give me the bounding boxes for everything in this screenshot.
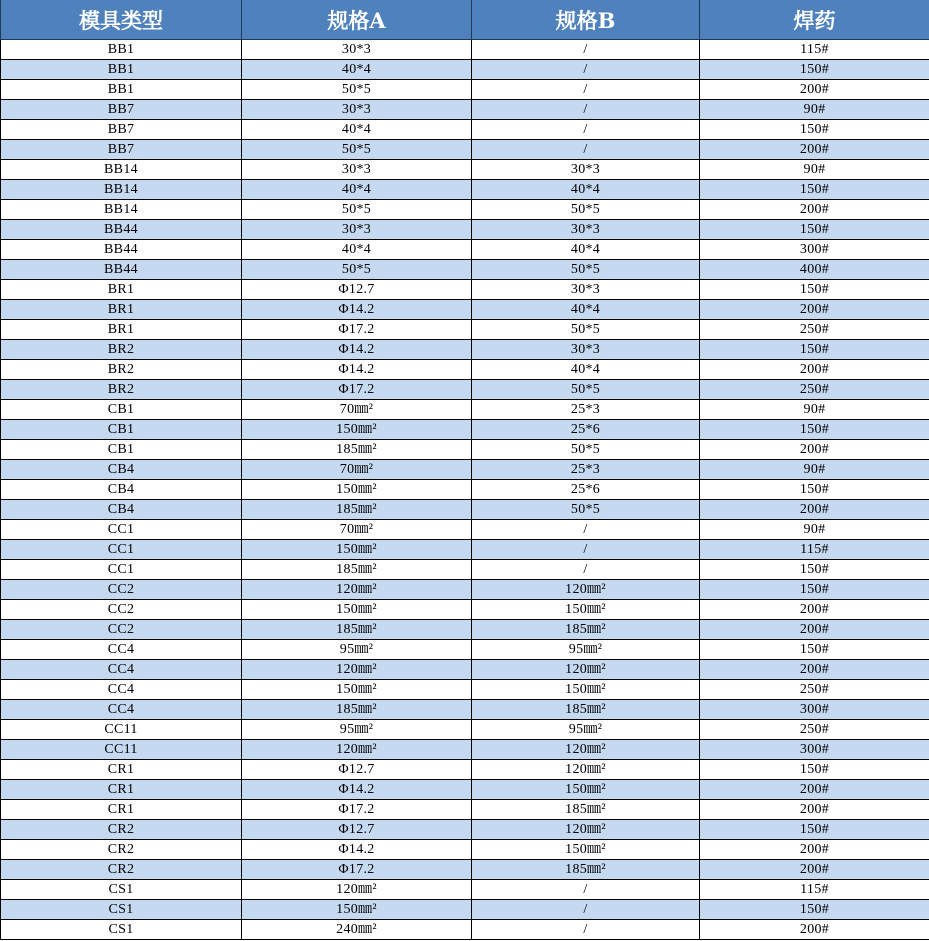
table-row [1,400,929,420]
cell-spec-b: / [472,100,700,120]
cell-mold-type: BB7 [1,140,242,160]
cell-spec-a: 40*4 [242,60,472,80]
cell-spec-b: 50*5 [472,260,700,280]
cell-flux: 250# [700,380,929,400]
cell-spec-b: 120㎜² [472,820,700,840]
cell-mold-type: CC4 [1,680,242,700]
cell-spec-b: 30*3 [472,340,700,360]
cell-spec-a: 95㎜² [242,640,472,660]
cell-spec-b: 30*3 [472,280,700,300]
cell-flux: 200# [700,300,929,320]
cell-flux: 115# [700,880,929,900]
cell-spec-a: 70㎜² [242,520,472,540]
cell-flux: 150# [700,280,929,300]
table-row [1,60,929,80]
cell-mold-type: CR2 [1,820,242,840]
cell-spec-a: 50*5 [242,140,472,160]
cell-spec-a: Φ17.2 [242,320,472,340]
cell-spec-b: 25*6 [472,480,700,500]
cell-spec-b: 40*4 [472,300,700,320]
cell-flux: 200# [700,800,929,820]
cell-spec-a: Φ17.2 [242,860,472,880]
cell-spec-a: Φ12.7 [242,820,472,840]
table-row [1,700,929,720]
cell-spec-b: 50*5 [472,500,700,520]
table-row [1,180,929,200]
cell-flux: 115# [700,540,929,560]
cell-mold-type: CC4 [1,660,242,680]
cell-flux: 90# [700,400,929,420]
cell-flux: 150# [700,60,929,80]
table-row [1,40,929,60]
cell-mold-type: BB14 [1,160,242,180]
cell-spec-a: 150㎜² [242,540,472,560]
cell-mold-type: BB1 [1,60,242,80]
cell-spec-b: 185㎜² [472,700,700,720]
cell-spec-b: 95㎜² [472,640,700,660]
table-row [1,360,929,380]
cell-mold-type: CB1 [1,440,242,460]
cell-spec-a: 50*5 [242,200,472,220]
table-body [1,40,929,940]
cell-spec-b: / [472,900,700,920]
cell-spec-b: 50*5 [472,440,700,460]
cell-mold-type: CS1 [1,920,242,940]
table-row [1,720,929,740]
cell-spec-a: Φ14.2 [242,360,472,380]
cell-mold-type: BR2 [1,340,242,360]
table-row [1,780,929,800]
table-row [1,440,929,460]
cell-flux: 150# [700,340,929,360]
cell-mold-type: CR1 [1,800,242,820]
cell-mold-type: BR1 [1,300,242,320]
cell-flux: 300# [700,740,929,760]
cell-mold-type: CC11 [1,740,242,760]
cell-flux: 90# [700,520,929,540]
cell-spec-a: 30*3 [242,160,472,180]
table-row [1,460,929,480]
cell-flux: 150# [700,560,929,580]
cell-flux: 150# [700,220,929,240]
cell-spec-a: 150㎜² [242,680,472,700]
cell-flux: 150# [700,580,929,600]
cell-flux: 150# [700,420,929,440]
cell-spec-a: 70㎜² [242,460,472,480]
cell-spec-b: 120㎜² [472,580,700,600]
cell-spec-a: 185㎜² [242,700,472,720]
cell-mold-type: CC1 [1,540,242,560]
cell-spec-a: 30*3 [242,100,472,120]
table-row [1,680,929,700]
cell-mold-type: BR1 [1,320,242,340]
cell-spec-b: 150㎜² [472,680,700,700]
cell-spec-b: / [472,880,700,900]
cell-spec-b: 95㎜² [472,720,700,740]
header-spec-a: 规格A [242,0,472,40]
cell-spec-b: 185㎜² [472,860,700,880]
cell-mold-type: CC2 [1,580,242,600]
cell-flux: 300# [700,240,929,260]
cell-flux: 150# [700,760,929,780]
cell-mold-type: CC1 [1,520,242,540]
table-row [1,520,929,540]
cell-flux: 90# [700,100,929,120]
table-row [1,240,929,260]
cell-flux: 400# [700,260,929,280]
cell-spec-b: 25*3 [472,400,700,420]
cell-spec-a: 30*3 [242,40,472,60]
cell-flux: 250# [700,720,929,740]
cell-spec-a: 120㎜² [242,740,472,760]
cell-spec-a: Φ12.7 [242,280,472,300]
cell-mold-type: CR2 [1,840,242,860]
cell-spec-b: 120㎜² [472,740,700,760]
cell-flux: 200# [700,80,929,100]
cell-flux: 150# [700,120,929,140]
cell-mold-type: CR1 [1,780,242,800]
table-row [1,600,929,620]
cell-spec-b: / [472,520,700,540]
cell-mold-type: BB14 [1,180,242,200]
cell-flux: 200# [700,840,929,860]
table-row [1,500,929,520]
cell-spec-b: 185㎜² [472,620,700,640]
cell-flux: 150# [700,640,929,660]
table-row [1,280,929,300]
table-row [1,880,929,900]
cell-spec-b: 50*5 [472,200,700,220]
cell-flux: 200# [700,140,929,160]
cell-mold-type: BB7 [1,120,242,140]
cell-flux: 150# [700,180,929,200]
cell-flux: 150# [700,480,929,500]
cell-mold-type: CC4 [1,700,242,720]
cell-spec-b: 120㎜² [472,660,700,680]
table-row [1,560,929,580]
cell-spec-a: 30*3 [242,220,472,240]
cell-spec-a: 150㎜² [242,900,472,920]
table-row [1,320,929,340]
table-header [1,0,929,40]
cell-spec-b: 150㎜² [472,840,700,860]
cell-spec-a: Φ17.2 [242,800,472,820]
cell-flux: 250# [700,320,929,340]
table-row [1,380,929,400]
table-row [1,420,929,440]
cell-spec-a: Φ12.7 [242,760,472,780]
cell-flux: 115# [700,40,929,60]
table-row [1,480,929,500]
table-row [1,900,929,920]
header-spec-b: 规格B [472,0,700,40]
cell-spec-b: 185㎜² [472,800,700,820]
cell-spec-b: / [472,540,700,560]
cell-mold-type: BR2 [1,380,242,400]
cell-spec-b: / [472,80,700,100]
table-row [1,220,929,240]
cell-flux: 200# [700,600,929,620]
cell-mold-type: BB14 [1,200,242,220]
cell-flux: 200# [700,360,929,380]
cell-spec-b: 50*5 [472,380,700,400]
cell-spec-b: 40*4 [472,180,700,200]
cell-flux: 150# [700,900,929,920]
table-row [1,100,929,120]
cell-spec-a: 40*4 [242,120,472,140]
cell-flux: 200# [700,920,929,940]
cell-spec-b: 150㎜² [472,780,700,800]
header-flux: 焊药 [700,0,929,40]
cell-mold-type: CS1 [1,880,242,900]
table-row [1,860,929,880]
cell-mold-type: CC2 [1,620,242,640]
cell-spec-b: / [472,920,700,940]
table-row [1,540,929,560]
table-row [1,800,929,820]
table-row [1,300,929,320]
cell-spec-b: 30*3 [472,220,700,240]
cell-spec-a: 240㎜² [242,920,472,940]
cell-spec-b: 150㎜² [472,600,700,620]
cell-mold-type: CS1 [1,900,242,920]
cell-spec-a: 120㎜² [242,660,472,680]
cell-spec-a: 50*5 [242,80,472,100]
cell-mold-type: CR1 [1,760,242,780]
cell-spec-a: Φ14.2 [242,840,472,860]
cell-flux: 200# [700,660,929,680]
cell-spec-b: / [472,120,700,140]
cell-spec-b: 50*5 [472,320,700,340]
table-row [1,740,929,760]
table-row [1,120,929,140]
table-row [1,160,929,180]
cell-spec-a: Φ14.2 [242,340,472,360]
table-row [1,260,929,280]
cell-mold-type: BB44 [1,240,242,260]
cell-flux: 150# [700,820,929,840]
cell-spec-b: 120㎜² [472,760,700,780]
cell-mold-type: CB4 [1,460,242,480]
table-row [1,80,929,100]
table-row [1,640,929,660]
cell-mold-type: CB4 [1,500,242,520]
cell-mold-type: BR1 [1,280,242,300]
cell-spec-a: 185㎜² [242,440,472,460]
cell-spec-b: 40*4 [472,360,700,380]
cell-flux: 200# [700,440,929,460]
cell-spec-a: 95㎜² [242,720,472,740]
cell-mold-type: CB1 [1,420,242,440]
cell-spec-b: 25*3 [472,460,700,480]
cell-mold-type: CC11 [1,720,242,740]
header-mold-type: 模具类型 [1,0,242,40]
cell-spec-a: 40*4 [242,240,472,260]
cell-spec-a: Φ14.2 [242,300,472,320]
cell-mold-type: BB7 [1,100,242,120]
cell-flux: 200# [700,860,929,880]
cell-spec-a: 150㎜² [242,420,472,440]
header-row [1,0,929,40]
cell-mold-type: CC2 [1,600,242,620]
cell-flux: 300# [700,700,929,720]
cell-spec-b: 25*6 [472,420,700,440]
cell-spec-b: 30*3 [472,160,700,180]
table-row [1,920,929,940]
cell-mold-type: CC4 [1,640,242,660]
table-row [1,340,929,360]
cell-spec-b: / [472,60,700,80]
cell-spec-a: 150㎜² [242,480,472,500]
table-row [1,660,929,680]
cell-spec-a: Φ17.2 [242,380,472,400]
table-row [1,620,929,640]
cell-mold-type: BB1 [1,40,242,60]
cell-spec-a: 185㎜² [242,620,472,640]
cell-mold-type: BB1 [1,80,242,100]
cell-spec-b: / [472,40,700,60]
cell-flux: 200# [700,500,929,520]
cell-mold-type: CC1 [1,560,242,580]
table-row [1,760,929,780]
cell-mold-type: CR2 [1,860,242,880]
table-row [1,820,929,840]
cell-flux: 200# [700,620,929,640]
cell-flux: 200# [700,200,929,220]
cell-spec-b: / [472,140,700,160]
table-row [1,140,929,160]
cell-spec-a: 40*4 [242,180,472,200]
cell-flux: 250# [700,680,929,700]
cell-spec-b: / [472,560,700,580]
cell-spec-a: 120㎜² [242,880,472,900]
cell-spec-a: 185㎜² [242,500,472,520]
table-row [1,840,929,860]
cell-mold-type: BR2 [1,360,242,380]
cell-spec-b: 40*4 [472,240,700,260]
cell-spec-a: 150㎜² [242,600,472,620]
cell-flux: 90# [700,460,929,480]
table-row [1,580,929,600]
cell-spec-a: 50*5 [242,260,472,280]
cell-flux: 200# [700,780,929,800]
cell-spec-a: 120㎜² [242,580,472,600]
cell-mold-type: CB1 [1,400,242,420]
cell-mold-type: BB44 [1,220,242,240]
cell-spec-a: 70㎜² [242,400,472,420]
cell-mold-type: CB4 [1,480,242,500]
cell-spec-a: Φ14.2 [242,780,472,800]
cell-mold-type: BB44 [1,260,242,280]
cell-spec-a: 185㎜² [242,560,472,580]
cell-flux: 90# [700,160,929,180]
table-row [1,200,929,220]
